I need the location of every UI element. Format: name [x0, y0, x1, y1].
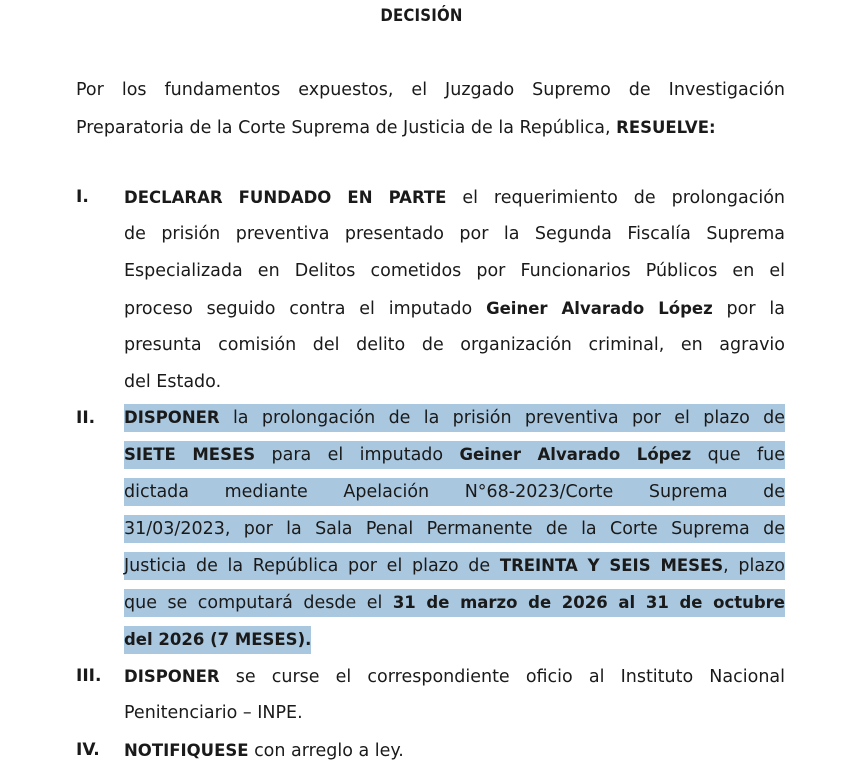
highlighted-line: SIETE MESES para el imputado Geiner Alvarado López que fue: [124, 437, 785, 474]
item-line: presunta comisión del delito de organización criminal, en agravio: [124, 335, 785, 355]
highlighted-line: dictada mediante Apelación N°68-2023/Corte Suprema de: [124, 474, 785, 511]
intro-paragraph: [76, 72, 785, 146]
item-numeral: III.: [76, 666, 102, 686]
item-body-highlighted: [124, 400, 785, 659]
defendant-name: Geiner Alvarado López: [486, 299, 713, 318]
item-numeral: II.: [76, 408, 96, 428]
item-body: [124, 658, 785, 732]
date-range: 31 de marzo de 2026 al 31 de octubre: [392, 593, 785, 612]
document-title: DECISIÓN: [380, 6, 463, 26]
item-line: Especializada en Delitos cometidos por Funcionarios Públicos en el: [124, 261, 785, 281]
intro-line: Por los fundamentos expuestos, el Juzgado Supremo de Investigación: [76, 80, 785, 100]
item-numeral: IV.: [76, 740, 100, 760]
item-line: DECLARAR FUNDADO EN PARTE el requerimiento de prolongación: [124, 188, 785, 208]
highlighted-line: Justicia de la República por el plazo de TREINTA Y SEIS MESES, plazo: [124, 548, 785, 585]
item-line: proceso seguido contra el imputado Geiner Alvarado López por la: [124, 299, 785, 319]
item-body: [124, 179, 785, 401]
item-numeral: I.: [76, 187, 89, 207]
resuelve-label: RESUELVE:: [616, 118, 716, 137]
item-line: de prisión preventiva presentado por la Segunda Fiscalía Suprema: [124, 224, 785, 244]
item-body: [124, 732, 785, 769]
intro-line: Preparatoria de la Corte Suprema de Justicia de la República, RESUELVE:: [76, 118, 716, 138]
highlighted-line: DISPONER la prolongación de la prisión preventiva por el plazo de: [124, 400, 785, 437]
highlighted-line: que se computará desde el 31 de marzo de 2026 al 31 de octubre: [124, 585, 785, 622]
defendant-name: Geiner Alvarado López: [459, 445, 692, 464]
item-line: DISPONER se curse el correspondiente oficio al Instituto Nacional: [124, 667, 785, 687]
item-line: del Estado.: [124, 372, 222, 392]
highlighted-line: del 2026 (7 MESES).: [124, 622, 785, 659]
highlighted-line: 31/03/2023, por la Sala Penal Permanente de la Corte Suprema de: [124, 511, 785, 548]
item-line: Penitenciario – INPE.: [124, 703, 303, 723]
item-line: NOTIFIQUESE con arreglo a ley.: [124, 741, 404, 761]
